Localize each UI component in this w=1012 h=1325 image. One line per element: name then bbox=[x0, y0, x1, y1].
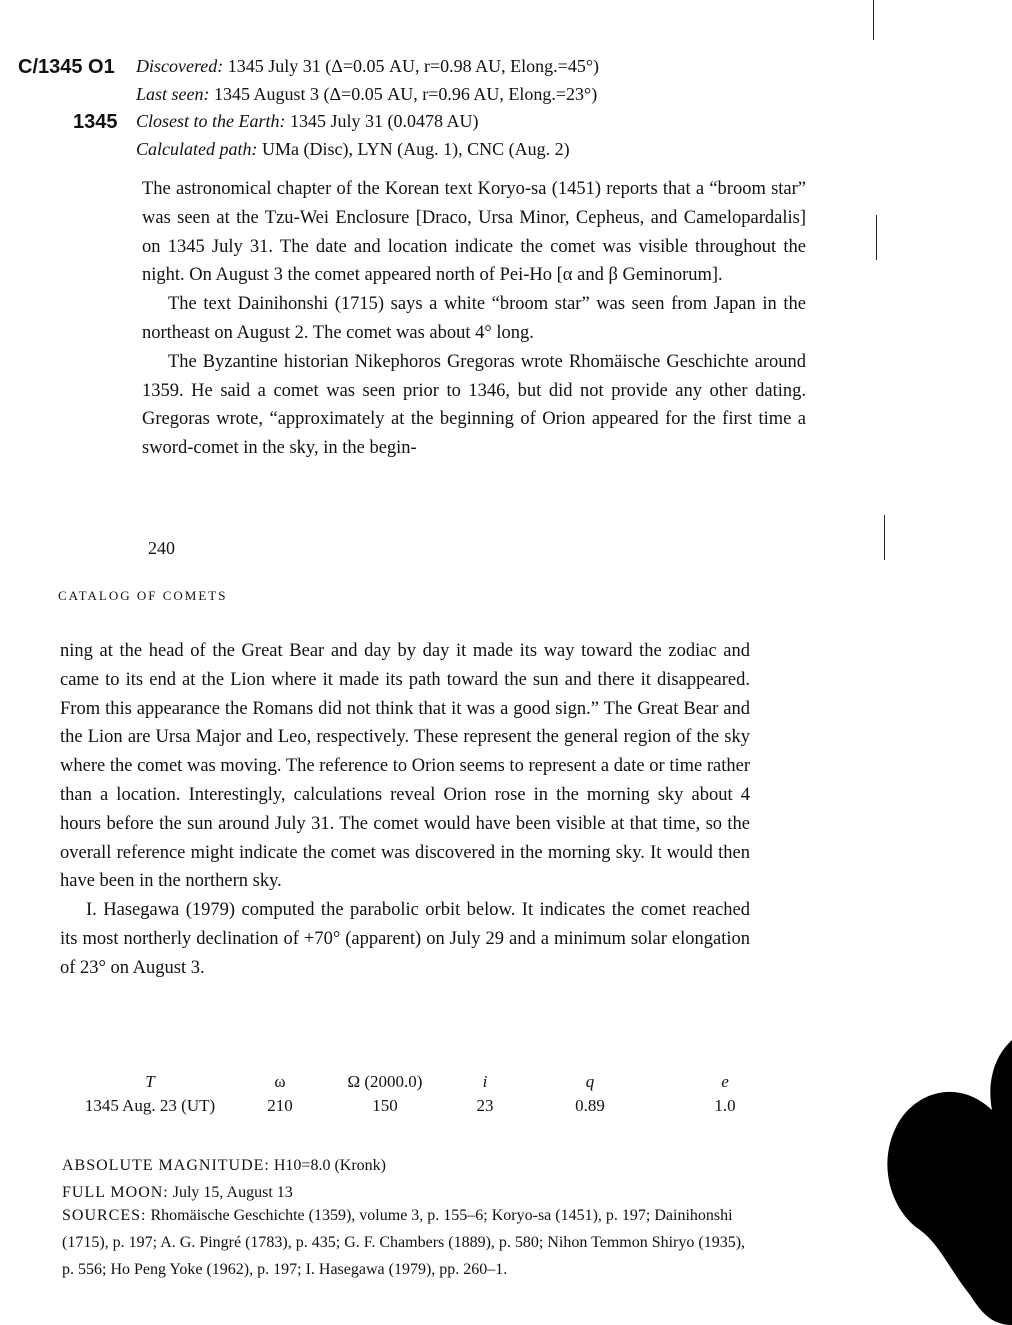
discovered-value: 1345 July 31 (Δ=0.05 AU, r=0.98 AU, Elong.=45°) bbox=[227, 56, 600, 76]
last-seen-value: 1345 August 3 (Δ=0.05 AU, r=0.96 AU, Elong.=23°) bbox=[214, 84, 598, 104]
paragraph: The text Dainihonshi (1715) says a white “broom star” was seen from Japan in the northeast on August 2. The comet was about 4° long. bbox=[142, 294, 806, 343]
paragraph: I. Hasegawa (1979) computed the parabolic orbit below. It indicates the comet reached its most northerly declination of +70° (apparent) on July 29 and a minimum solar elongation of 23° on August 3. bbox=[60, 900, 750, 978]
orbit-value-e: 1.0 bbox=[714, 1096, 736, 1115]
paragraph: The Byzantine historian Nikephoros Gregoras wrote Rhomäische Geschichte around 1359. He said a comet was seen prior to 1346, but did not provide any other dating. Gregoras wrote, “approximately at the beginning of Orion appeared for the first time a sword-comet in the sky, in the begin- bbox=[142, 351, 806, 459]
running-head: CATALOG OF COMETS bbox=[58, 588, 228, 603]
orbit-value-node: 150 bbox=[372, 1096, 398, 1115]
orbit-value-omega: 210 bbox=[267, 1096, 293, 1115]
path-label: Calculated path: bbox=[136, 139, 258, 159]
last-seen-line bbox=[136, 84, 597, 105]
absolute-magnitude-line bbox=[62, 1157, 386, 1175]
orbit-header-row bbox=[60, 1070, 790, 1094]
full-moon-line bbox=[62, 1184, 293, 1202]
path-line bbox=[136, 139, 570, 160]
body-text-bottom bbox=[60, 637, 750, 983]
scan-edge-line bbox=[873, 0, 874, 40]
scan-shadow-shape bbox=[880, 1020, 1012, 1325]
full-moon-label: FULL MOON: bbox=[62, 1184, 169, 1201]
orbit-value-row bbox=[60, 1094, 790, 1118]
orbit-table bbox=[60, 1070, 790, 1118]
comet-designation: C/1345 O1 bbox=[18, 56, 115, 78]
orbit-value-T: 1345 Aug. 23 (UT) bbox=[84, 1096, 216, 1115]
absolute-magnitude-label: ABSOLUTE MAGNITUDE: bbox=[62, 1157, 270, 1174]
orbit-value-i: 23 bbox=[476, 1096, 494, 1115]
sources-label: SOURCES: bbox=[62, 1207, 147, 1224]
discovered-line bbox=[136, 56, 599, 77]
absolute-magnitude-value: H10=8.0 (Kronk) bbox=[273, 1157, 386, 1174]
full-moon-value: July 15, August 13 bbox=[172, 1184, 293, 1201]
paragraph: The astronomical chapter of the Korean text Koryo-sa (1451) reports that a “broom star” was seen at the Tzu-Wei Enclosure [Draco, Ursa Minor, Cepheus, and Camelopardalis] on 1345 July 31. The date and location indicate the comet was visible throughout the night. On August 3 the comet appeared north of Pei-Ho [α and β Geminorum]. bbox=[142, 179, 806, 286]
orbit-header-q: q bbox=[585, 1072, 595, 1091]
paragraph: ning at the head of the Great Bear and day by day it made its way toward the zodiac and came to its end at the Lion where it made its path toward the sun and there it disappeared. From this appearance the Romans did not think that it was a good sign.” The Great Bear and the Lion are Ursa Major and Leo, respectively. These represent the general region of the sky where the comet was moving. The reference to Orion seems to represent a date or time rather than a location. Interestingly, calculations reveal Orion rose in the morning sky about 4 hours before the sun around July 31. The comet would have been visible at that time, so the overall reference might indicate the comet was discovered in the morning sky. It would then have been in the northern sky. bbox=[60, 641, 750, 892]
path-value: UMa (Disc), LYN (Aug. 1), CNC (Aug. 2) bbox=[261, 139, 570, 159]
closest-line bbox=[136, 111, 479, 132]
orbit-header-node: Ω (2000.0) bbox=[347, 1072, 423, 1091]
page-number: 240 bbox=[148, 538, 175, 558]
scan-edge-line bbox=[884, 515, 885, 560]
sources-value: Rhomäische Geschichte (1359), volume 3, p. 155–6; Koryo-sa (1451), p. 197; Dainihonshi (1715), p. 197; A. G. Pingré (1783), p. 435; G. F. Chambers (1889), p. 580; Nihon Temmon Shiryo (1935), p. 556; Ho Peng Yoke (1962), p. 197; I. Hasegawa (1979), pp. 260–1. bbox=[62, 1207, 746, 1278]
orbit-header-omega: ω bbox=[274, 1072, 286, 1091]
sources-block bbox=[62, 1202, 752, 1283]
orbit-value-q: 0.89 bbox=[575, 1096, 605, 1115]
comet-year: 1345 bbox=[73, 111, 118, 133]
orbit-header-i: i bbox=[482, 1072, 488, 1091]
last-seen-label: Last seen: bbox=[136, 84, 210, 104]
orbit-header-e: e bbox=[721, 1072, 729, 1091]
closest-label: Closest to the Earth: bbox=[136, 111, 286, 131]
body-text-top bbox=[142, 175, 806, 463]
discovered-label: Discovered: bbox=[136, 56, 224, 76]
scan-edge-line bbox=[876, 215, 877, 260]
closest-value: 1345 July 31 (0.0478 AU) bbox=[290, 111, 479, 131]
orbit-header-T: T bbox=[145, 1072, 155, 1091]
